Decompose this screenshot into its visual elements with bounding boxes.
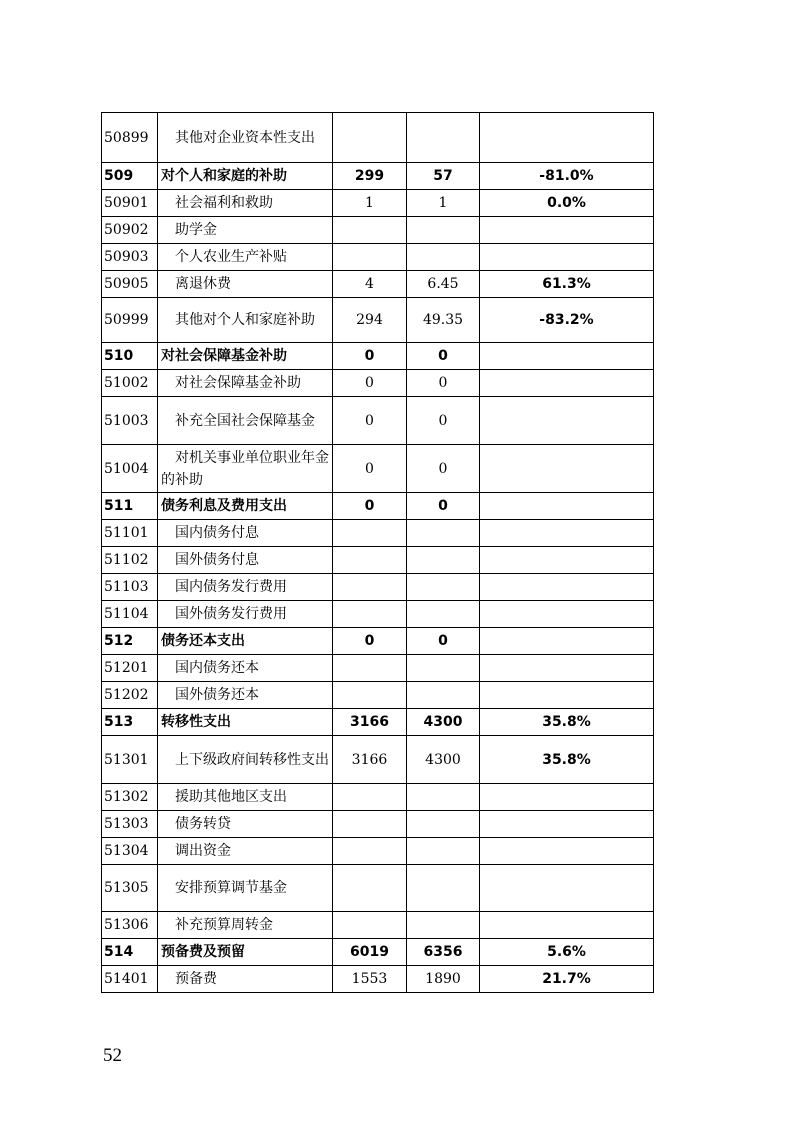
row-value-prev: 294	[333, 298, 407, 343]
table-row	[102, 939, 654, 966]
row-code: 51301	[102, 736, 158, 784]
row-name: 对个人和家庭的补助	[158, 163, 333, 190]
row-name: 国内债务还本	[158, 655, 333, 682]
row-value-curr: 6356	[407, 939, 480, 966]
table-row	[102, 244, 654, 271]
row-code: 50999	[102, 298, 158, 343]
row-name: 对机关事业单位职业年金的补助	[158, 445, 333, 493]
table-row	[102, 784, 654, 811]
row-value-prev: 3166	[333, 709, 407, 736]
row-code: 51305	[102, 865, 158, 912]
row-change-pct	[480, 397, 654, 445]
row-name: 其他对个人和家庭补助	[158, 298, 333, 343]
row-value-curr	[407, 113, 480, 163]
budget-expenditure-table	[101, 112, 654, 993]
row-value-curr: 0	[407, 343, 480, 370]
row-name: 国外债务发行费用	[158, 601, 333, 628]
row-change-pct: 35.8%	[480, 736, 654, 784]
row-code: 511	[102, 493, 158, 520]
row-value-prev	[333, 520, 407, 547]
row-name: 补充全国社会保障基金	[158, 397, 333, 445]
row-change-pct	[480, 601, 654, 628]
table-row	[102, 865, 654, 912]
row-value-curr: 0	[407, 493, 480, 520]
row-change-pct	[480, 493, 654, 520]
row-code: 51101	[102, 520, 158, 547]
table-row	[102, 574, 654, 601]
row-value-curr	[407, 784, 480, 811]
row-value-curr: 4300	[407, 709, 480, 736]
row-name: 国外债务付息	[158, 547, 333, 574]
row-name: 离退休费	[158, 271, 333, 298]
row-value-prev	[333, 244, 407, 271]
row-value-prev	[333, 217, 407, 244]
row-code: 51401	[102, 966, 158, 993]
table-row	[102, 190, 654, 217]
row-name: 助学金	[158, 217, 333, 244]
row-change-pct: 21.7%	[480, 966, 654, 993]
table-row	[102, 601, 654, 628]
row-value-prev: 1	[333, 190, 407, 217]
row-code: 50903	[102, 244, 158, 271]
table-row	[102, 445, 654, 493]
row-change-pct	[480, 865, 654, 912]
row-code: 51104	[102, 601, 158, 628]
row-value-curr: 4300	[407, 736, 480, 784]
row-value-prev	[333, 682, 407, 709]
row-change-pct: 61.3%	[480, 271, 654, 298]
row-value-curr	[407, 520, 480, 547]
row-code: 513	[102, 709, 158, 736]
table-row	[102, 912, 654, 939]
row-change-pct	[480, 370, 654, 397]
row-code: 51201	[102, 655, 158, 682]
row-code: 51002	[102, 370, 158, 397]
table-row	[102, 682, 654, 709]
row-value-curr: 0	[407, 397, 480, 445]
row-code: 50901	[102, 190, 158, 217]
table-row	[102, 736, 654, 784]
table-row	[102, 163, 654, 190]
row-code: 51202	[102, 682, 158, 709]
row-name: 对社会保障基金补助	[158, 370, 333, 397]
table-row	[102, 370, 654, 397]
row-change-pct	[480, 217, 654, 244]
row-value-curr: 1890	[407, 966, 480, 993]
row-change-pct	[480, 113, 654, 163]
row-code: 510	[102, 343, 158, 370]
row-code: 514	[102, 939, 158, 966]
row-value-curr	[407, 865, 480, 912]
row-name: 其他对企业资本性支出	[158, 113, 333, 163]
row-value-prev: 299	[333, 163, 407, 190]
row-name: 援助其他地区支出	[158, 784, 333, 811]
row-name: 国内债务付息	[158, 520, 333, 547]
row-change-pct	[480, 912, 654, 939]
row-value-prev	[333, 601, 407, 628]
row-code: 51004	[102, 445, 158, 493]
table-row	[102, 298, 654, 343]
row-code: 50905	[102, 271, 158, 298]
row-value-prev: 0	[333, 445, 407, 493]
row-value-prev	[333, 784, 407, 811]
row-name: 上下级政府间转移性支出	[158, 736, 333, 784]
row-change-pct: -81.0%	[480, 163, 654, 190]
row-value-prev	[333, 838, 407, 865]
row-name: 债务转贷	[158, 811, 333, 838]
row-value-prev	[333, 113, 407, 163]
row-value-prev: 0	[333, 343, 407, 370]
row-value-prev: 1553	[333, 966, 407, 993]
row-value-prev: 0	[333, 493, 407, 520]
row-change-pct	[480, 574, 654, 601]
row-code: 51304	[102, 838, 158, 865]
row-code: 51303	[102, 811, 158, 838]
row-change-pct	[480, 445, 654, 493]
table-row	[102, 493, 654, 520]
row-change-pct: -83.2%	[480, 298, 654, 343]
row-value-curr	[407, 655, 480, 682]
table-row	[102, 655, 654, 682]
row-code: 51306	[102, 912, 158, 939]
row-change-pct	[480, 244, 654, 271]
row-change-pct: 35.8%	[480, 709, 654, 736]
row-change-pct	[480, 655, 654, 682]
row-name: 转移性支出	[158, 709, 333, 736]
row-change-pct	[480, 520, 654, 547]
row-code: 51103	[102, 574, 158, 601]
table-row	[102, 709, 654, 736]
table-row	[102, 811, 654, 838]
table-row	[102, 217, 654, 244]
table-row	[102, 520, 654, 547]
table-row	[102, 397, 654, 445]
row-code: 50899	[102, 113, 158, 163]
row-name: 补充预算周转金	[158, 912, 333, 939]
row-name: 债务利息及费用支出	[158, 493, 333, 520]
row-value-curr: 6.45	[407, 271, 480, 298]
row-change-pct	[480, 682, 654, 709]
table-row	[102, 343, 654, 370]
row-value-prev	[333, 547, 407, 574]
row-name: 社会福利和救助	[158, 190, 333, 217]
row-value-curr	[407, 682, 480, 709]
row-name: 国内债务发行费用	[158, 574, 333, 601]
row-value-curr: 49.35	[407, 298, 480, 343]
table-row	[102, 547, 654, 574]
row-code: 50902	[102, 217, 158, 244]
row-value-prev	[333, 912, 407, 939]
row-value-curr: 57	[407, 163, 480, 190]
row-value-curr: 0	[407, 628, 480, 655]
table-row	[102, 838, 654, 865]
row-value-prev: 3166	[333, 736, 407, 784]
row-value-prev	[333, 655, 407, 682]
table-body	[102, 113, 654, 993]
row-value-prev	[333, 865, 407, 912]
table-row	[102, 628, 654, 655]
row-name: 预备费	[158, 966, 333, 993]
row-code: 51003	[102, 397, 158, 445]
row-name: 对社会保障基金补助	[158, 343, 333, 370]
row-code: 509	[102, 163, 158, 190]
row-name: 债务还本支出	[158, 628, 333, 655]
row-name: 调出资金	[158, 838, 333, 865]
row-name: 国外债务还本	[158, 682, 333, 709]
row-name: 安排预算调节基金	[158, 865, 333, 912]
row-value-curr	[407, 574, 480, 601]
row-change-pct	[480, 784, 654, 811]
table-row	[102, 113, 654, 163]
row-change-pct	[480, 343, 654, 370]
row-change-pct	[480, 628, 654, 655]
row-value-curr: 0	[407, 370, 480, 397]
row-value-prev: 6019	[333, 939, 407, 966]
row-change-pct: 5.6%	[480, 939, 654, 966]
row-value-curr	[407, 217, 480, 244]
row-value-curr	[407, 838, 480, 865]
row-change-pct: 0.0%	[480, 190, 654, 217]
row-code: 51102	[102, 547, 158, 574]
row-name: 个人农业生产补贴	[158, 244, 333, 271]
table-row	[102, 271, 654, 298]
row-value-prev: 0	[333, 397, 407, 445]
row-value-curr: 1	[407, 190, 480, 217]
row-value-curr	[407, 912, 480, 939]
row-value-curr	[407, 547, 480, 574]
row-change-pct	[480, 547, 654, 574]
row-code: 512	[102, 628, 158, 655]
row-change-pct	[480, 838, 654, 865]
row-value-prev	[333, 811, 407, 838]
row-code: 51302	[102, 784, 158, 811]
row-value-curr: 0	[407, 445, 480, 493]
row-change-pct	[480, 811, 654, 838]
row-value-curr	[407, 244, 480, 271]
row-value-prev: 4	[333, 271, 407, 298]
row-value-prev	[333, 574, 407, 601]
table-row	[102, 966, 654, 993]
page-number: 52	[103, 1045, 122, 1066]
row-name: 预备费及预留	[158, 939, 333, 966]
row-value-prev: 0	[333, 628, 407, 655]
row-value-curr	[407, 811, 480, 838]
row-value-curr	[407, 601, 480, 628]
row-value-prev: 0	[333, 370, 407, 397]
